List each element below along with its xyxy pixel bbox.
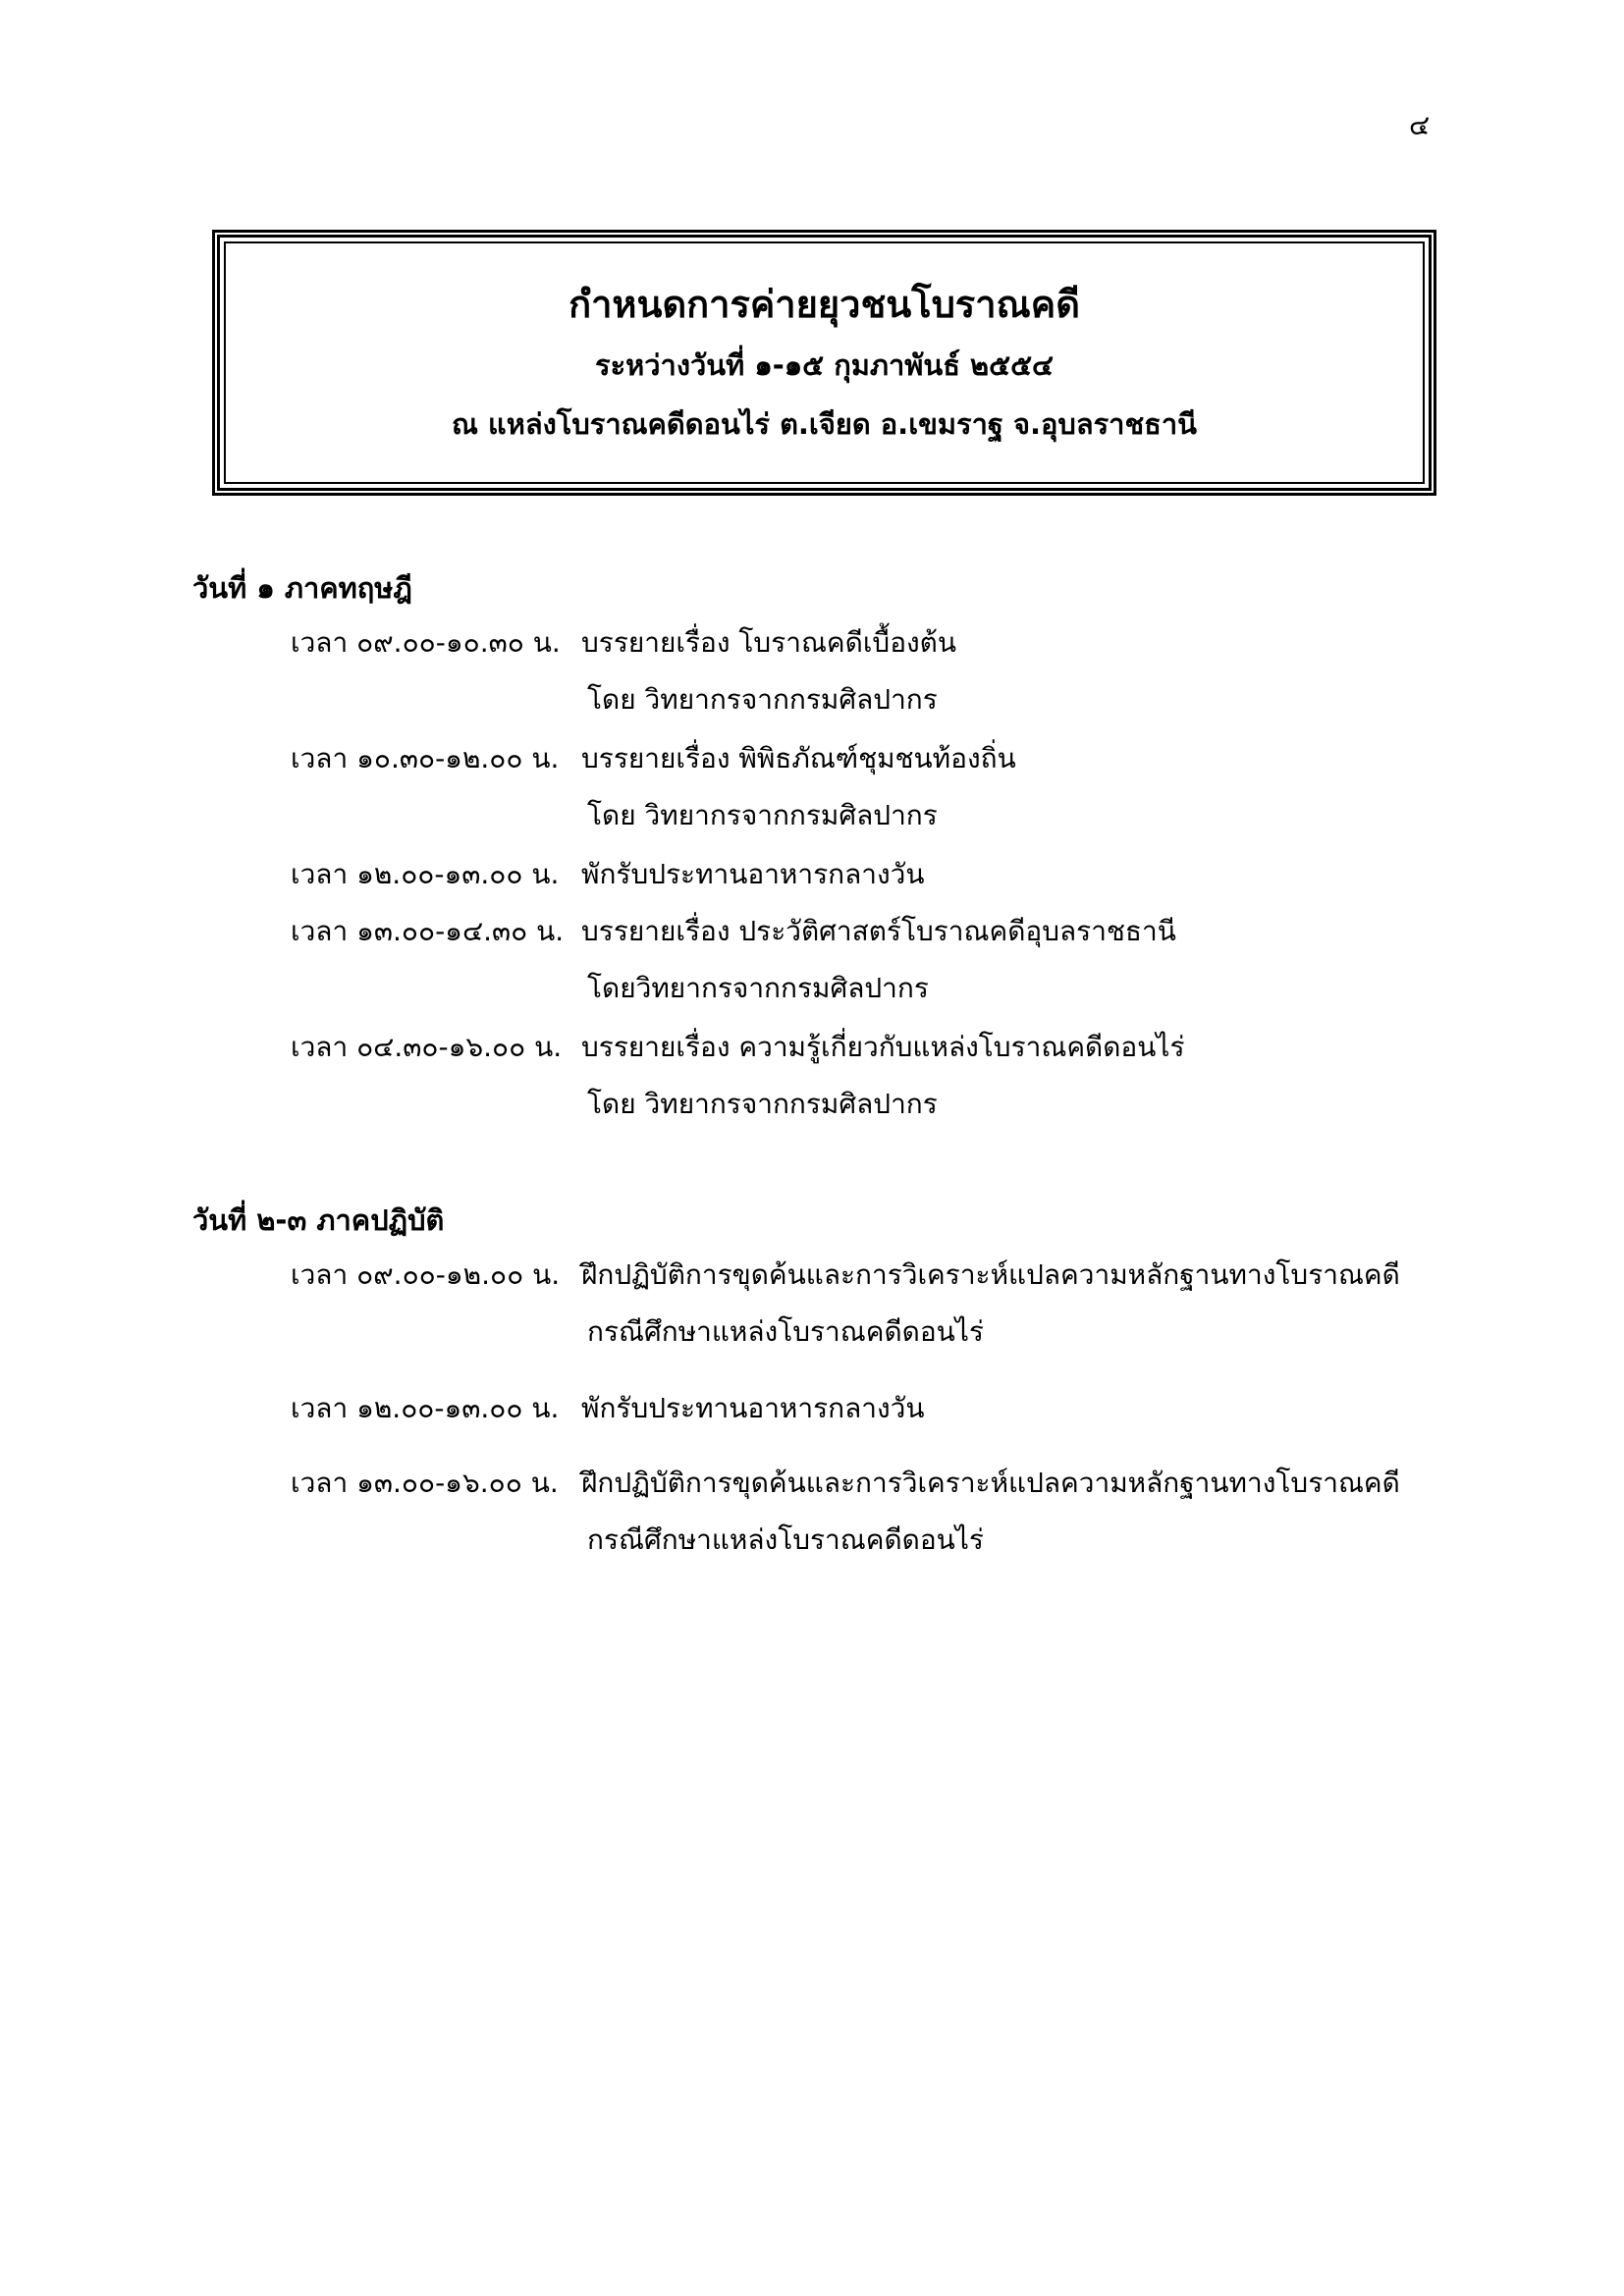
title-box: [212, 230, 1436, 496]
schedule-time: เวลา ๑๒.๐๐-๑๓.๐๐ น.: [291, 858, 560, 890]
day2-heading: วันที่ ๒-๓ ภาคปฏิบัติ: [192, 1203, 445, 1237]
schedule-row: [291, 738, 1016, 779]
schedule-speaker: โดย วิทยากรจากกรมศิลปากร: [587, 683, 938, 716]
schedule-detail: กรณีศึกษาแหล่งโบราณคดีดอนไร่: [587, 1315, 984, 1348]
schedule-speaker: โดย วิทยากรจากกรมศิลปากร: [587, 799, 938, 831]
schedule-row: [291, 1463, 1400, 1504]
schedule-speaker: โดย วิทยากรจากกรมศิลปากร: [587, 1088, 938, 1120]
day1-heading: วันที่ ๑ ภาคทฤษฎี: [192, 571, 412, 605]
schedule-desc: บรรยายเรื่อง ประวัติศาสตร์โบราณคดีอุบลราชธานี: [581, 915, 1176, 947]
schedule-detail: กรณีศึกษาแหล่งโบราณคดีดอนไร่: [587, 1523, 984, 1556]
document-title: กำหนดการค่ายยุวชนโบราณคดี: [568, 283, 1080, 326]
schedule-desc: ฝึกปฏิบัติการขุดค้นและการวิเคราะห์แปลความหลักฐานทางโบราณคดี: [581, 1258, 1400, 1291]
page-number: ๔: [1409, 109, 1431, 141]
schedule-time: เวลา ๐๙.๐๐-๑๒.๐๐ น.: [291, 1258, 561, 1291]
schedule-desc: บรรยายเรื่อง ความรู้เกี่ยวกับแหล่งโบราณคดีดอนไร่: [581, 1031, 1185, 1063]
schedule-time: เวลา ๑๐.๓๐-๑๒.๐๐ น.: [291, 742, 560, 774]
schedule-desc: พักรับประทานอาหารกลางวัน: [581, 1392, 925, 1424]
schedule-row: [291, 1255, 1400, 1296]
event-dates: ระหว่างวันที่ ๑-๑๕ กุมภาพันธ์ ๒๕๕๔: [595, 348, 1054, 382]
schedule-row: [291, 1027, 1185, 1068]
event-place: ณ แหล่งโบราณคดีดอนไร่ ต.เจียด อ.เขมราฐ จ.อุบลราชธานี: [452, 407, 1197, 441]
schedule-desc: ฝึกปฏิบัติการขุดค้นและการวิเคราะห์แปลความหลักฐานทางโบราณคดี: [581, 1467, 1400, 1499]
schedule-desc: พักรับประทานอาหารกลางวัน: [581, 858, 925, 890]
schedule-row: [291, 911, 1176, 952]
schedule-time: เวลา ๑๒.๐๐-๑๓.๐๐ น.: [291, 1392, 560, 1424]
schedule-desc: บรรยายเรื่อง พิพิธภัณฑ์ชุมชนท้องถิ่น: [581, 742, 1016, 774]
schedule-time: เวลา ๐๔.๓๐-๑๖.๐๐ น.: [291, 1031, 563, 1063]
schedule-row: [291, 854, 925, 895]
schedule-time: เวลา ๑๓.๐๐-๑๖.๐๐ น.: [291, 1467, 559, 1499]
schedule-row: [291, 622, 956, 664]
schedule-desc: บรรยายเรื่อง โบราณคดีเบื้องต้น: [581, 626, 957, 659]
schedule-time: เวลา ๐๙.๐๐-๑๐.๓๐ น.: [291, 626, 561, 659]
schedule-speaker: โดยวิทยากรจากกรมศิลปากร: [587, 972, 929, 1004]
schedule-row: [291, 1388, 925, 1429]
schedule-time: เวลา ๑๓.๐๐-๑๔.๓๐ น.: [291, 915, 565, 947]
